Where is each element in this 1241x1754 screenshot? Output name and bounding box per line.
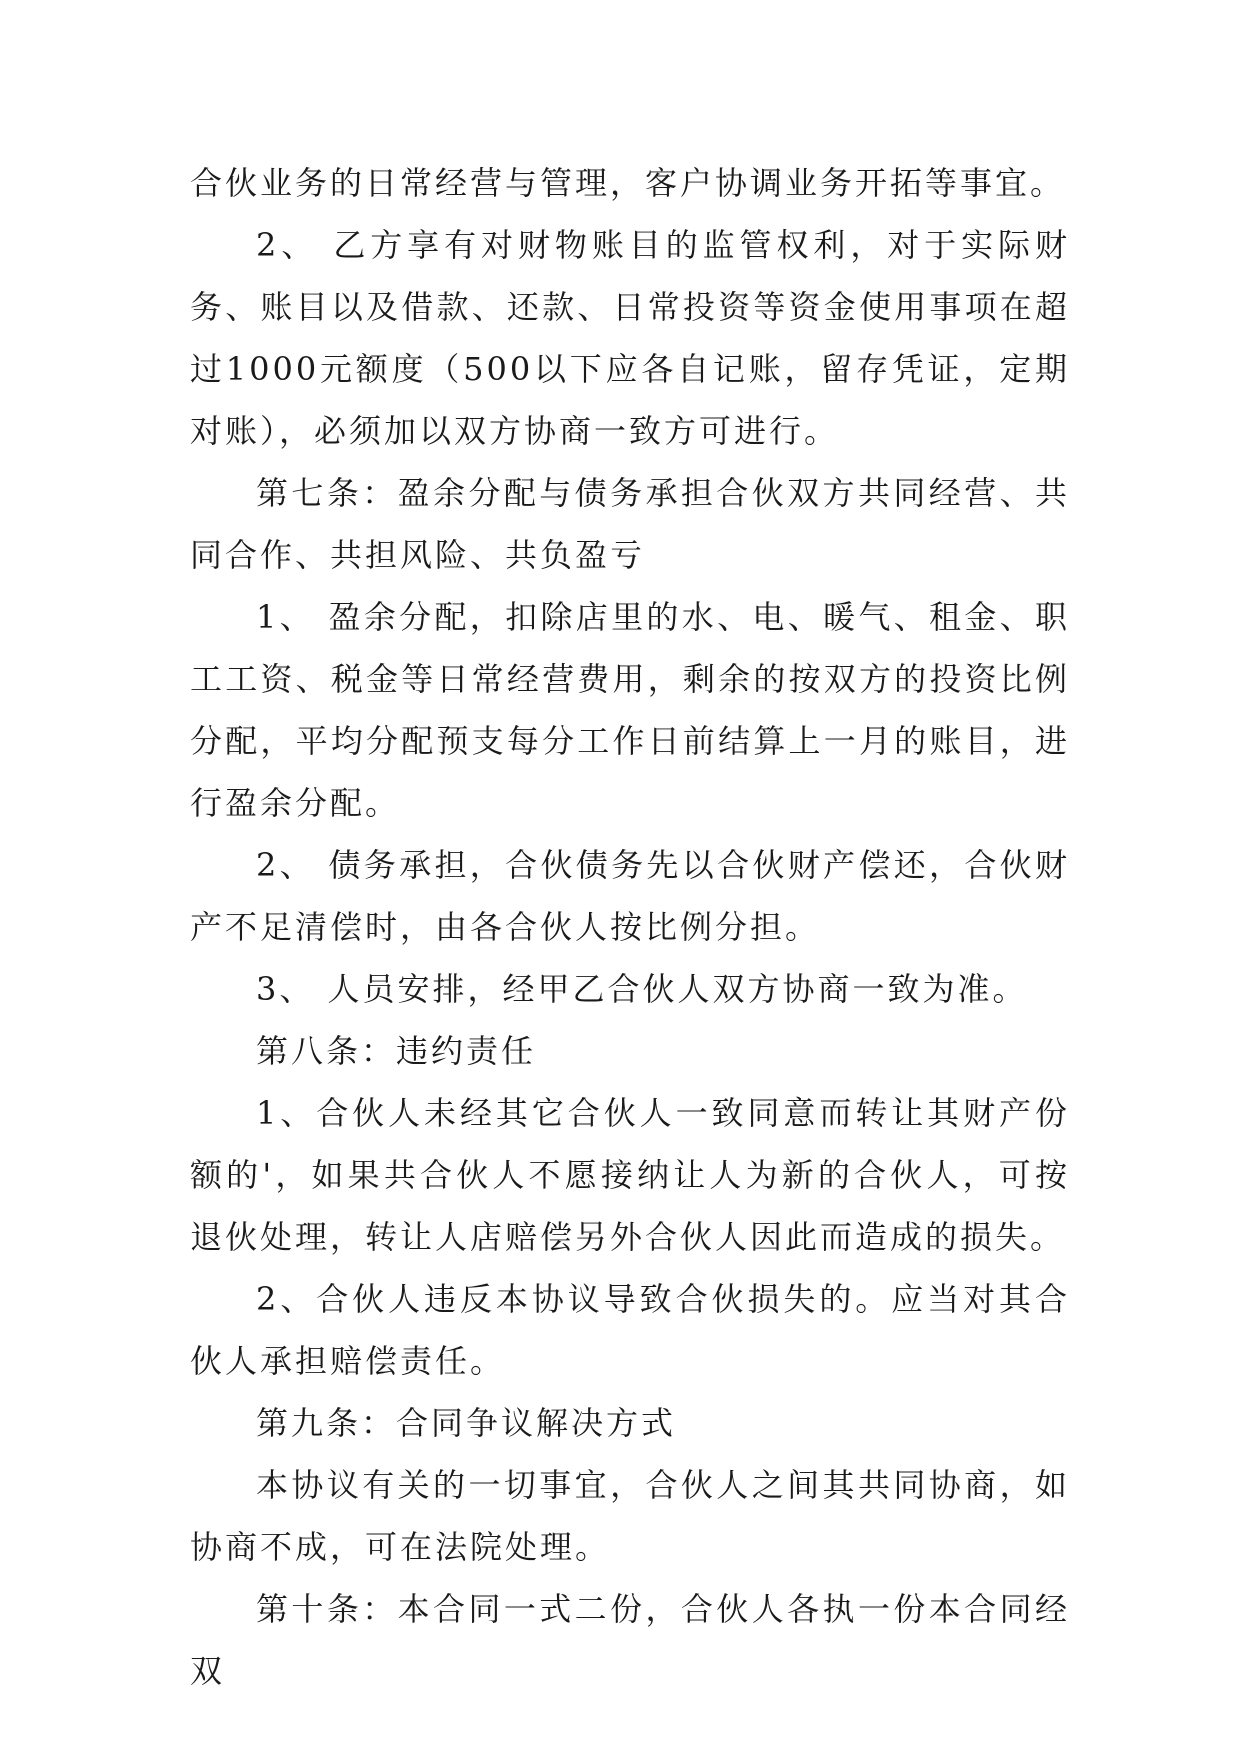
section-heading: 第八条：违约责任 xyxy=(256,1032,537,1070)
paragraph: 1、 盈余分配，扣除店里的水、电、暖气、租金、职工工资、税金等日常经营费用，剩余的按双方的投资比例分配，平均分配预支每分工作日前结算上一月的账目，进行盈余分配。 xyxy=(190,598,1070,822)
section-heading: 第九条：合同争议解决方式 xyxy=(256,1404,677,1442)
paragraph: 第七条：盈余分配与债务承担合伙双方共同经营、共同合作、共担风险、共负盈亏 xyxy=(190,474,1070,574)
paragraph: 1、合伙人未经其它合伙人一致同意而转让其财产份额的'，如果共合伙人不愿接纳让人为新的合伙人，可按退伙处理，转让人店赔偿另外合伙人因此而造成的损失。 xyxy=(190,1094,1070,1256)
paragraph: 本协议有关的一切事宜，合伙人之间其共同协商，如协商不成，可在法院处理。 xyxy=(190,1466,1070,1566)
paragraph: 第十条：本合同一式二份，合伙人各执一份本合同经双 xyxy=(190,1590,1070,1690)
document-body xyxy=(190,152,1070,1702)
paragraph: 2、 债务承担，合伙债务先以合伙财产偿还，合伙财产不足清偿时，由各合伙人按比例分担。 xyxy=(190,846,1070,946)
paragraph: 3、 人员安排，经甲乙合伙人双方协商一致为准。 xyxy=(256,970,1028,1008)
paragraph: 合伙业务的日常经营与管理，客户协调业务开拓等事宜。 xyxy=(190,164,1066,202)
paragraph: 2、 乙方享有对财物账目的监管权利，对于实际财务、账目以及借款、还款、日常投资等资金使用事项在超过1000元额度（500以下应各自记账，留存凭证，定期对账），必须加以双方协商一致方可进行。 xyxy=(190,226,1070,450)
paragraph: 2、合伙人违反本协议导致合伙损失的。应当对其合伙人承担赔偿责任。 xyxy=(190,1280,1070,1380)
